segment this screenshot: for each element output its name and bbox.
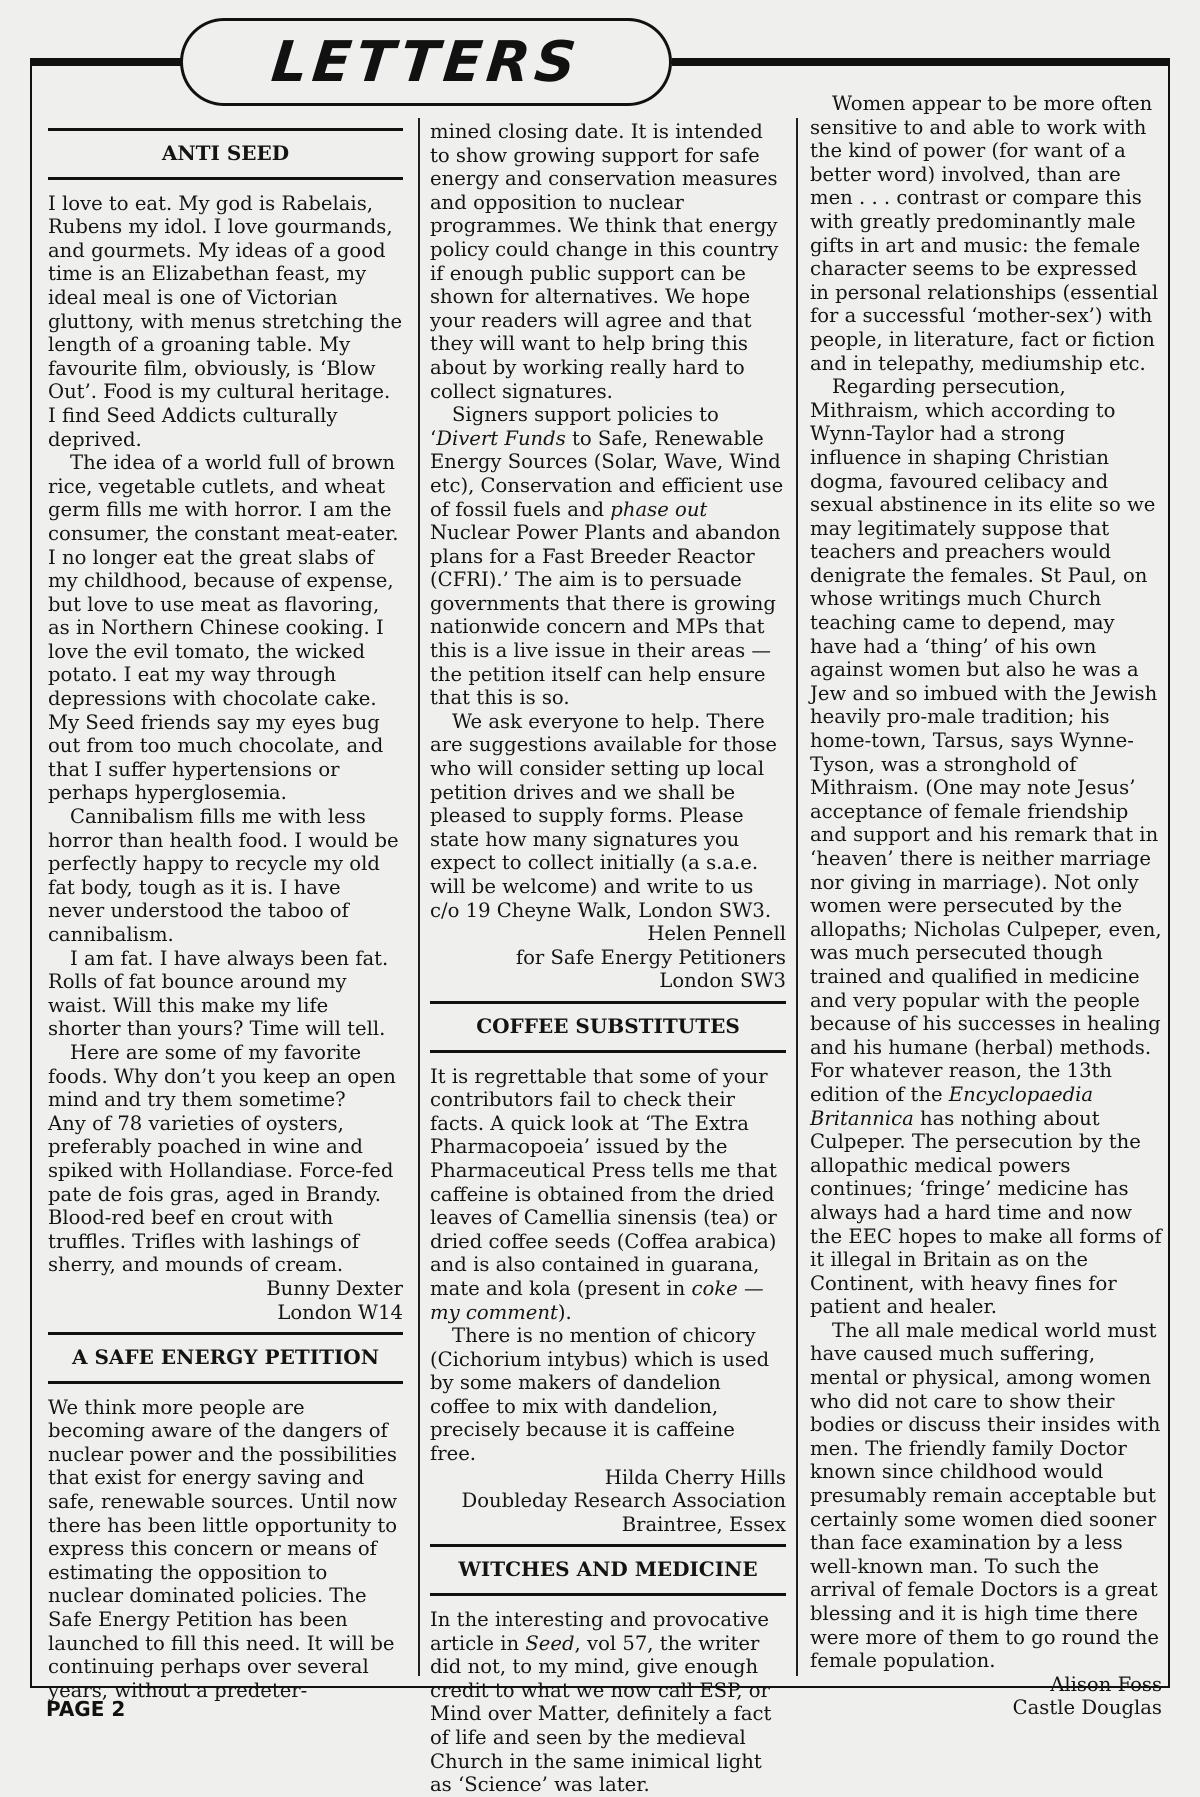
witches-paragraph-1: In the interesting and provocative article in Seed, vol 57, the writer did not, to my mind, give enough credit to what we now call ESP, or Mind over Matter, definitely a fact of life and seen by the medieval Church in the same inimical light as ‘Science’ was later.: [430, 1608, 772, 1797]
coffee-paragraph-2: There is no mention of chicory (Cichorium intybus) which is used by some makers of dandelion coffee to mix with dandelion, precisely because it is caffeine free.: [430, 1324, 770, 1466]
witches-paragraph-4: The all male medical world must have caused much suffering, mental or physical, among women who did not care to show their bodies or discuss their insides with men. The friendly family Doctor known since childhood would presumably remain acceptable but certainly some women died sooner than face examination by a less well-known man. To such the arrival of female Doctors is a great blessing and it is high time there were more of them to go round the female population.: [810, 1318, 1161, 1673]
anti-seed-paragraph-3: Cannibalism fills me with less horror than health food. I would be perfectly happy to recycle my old fat body, tough as it is. I have never understood the taboo of cannibalism.: [48, 805, 399, 946]
safe-energy-signature-org: for Safe Energy Petitioners: [515, 945, 786, 969]
masthead-rule-left: [30, 58, 185, 66]
safe-energy-paragraph-3: We ask everyone to help. There are suggestions available for those who will consider setting up local petition drives and we shall be pleased to supply forms. Please state how many signatures you expect to collect initially (a s.a.e. will be welcome) and write to us c/o 19 Cheyne Walk, London SW3.: [430, 709, 777, 922]
masthead-title: LETTERS: [268, 29, 584, 95]
coffee-signature-name: Hilda Cherry Hills: [604, 1465, 786, 1489]
anti-seed-paragraph-2: The idea of a world full of brown rice, vegetable cutlets, and wheat germ fills me with horror. I am the consumer, the constant meat-eater. I no longer eat the great slabs of my childhood, because of expense, but love to use meat as flavoring, as in Northern Chinese cooking. I love the evil tomato, the wicked potato. I eat my way through depressions with chocolate cake. My Seed friends say my eyes bug out from too much chocolate, and that I suffer hypertensions or perhaps hyperglosemia.: [48, 451, 399, 805]
column-2: [430, 92, 786, 1797]
witches-signature-place: Castle Douglas: [1012, 1696, 1162, 1720]
coffee-signature-org: Doubleday Research Association: [461, 1489, 786, 1513]
witches-paragraph-2: Women appear to be more often sensitive to and able to work with the kind of power (for want of a better word) involved, than are men . . . contrast or compare this with greatly predominantly male gifts in art and music: the female character seems to be expressed in personal relationships (essential for a successful ‘mother-sex’) with people, in literature, fact or fiction and in telepathy, mediumship etc.: [810, 92, 1159, 375]
anti-seed-signature-place: London W14: [277, 1300, 403, 1324]
safe-energy-paragraph-1a: We think more people are becoming aware of the dangers of nuclear power and the possibilities that exist for energy saving and safe, renewable sources. Until now there has been little opportunity to express this concern or means of estimating the opposition to nuclear dominated policies. The Safe Energy Petition has been launched to fill this need. It will be continuing perhaps over several years, without a predeter-: [48, 1395, 398, 1702]
heading-coffee-substitutes: COFFEE SUBSTITUTES: [430, 1001, 786, 1053]
safe-energy-paragraph-2: Signers support policies to ‘Divert Funds to Safe, Renewable Energy Sources (Solar, Wave, Wind etc), Conservation and efficient use of fossil fuels and phase out Nuclear Power Plants and abandon plans for a Fast Breeder Reactor (CFRI).’ The aim is to persuade governments that there is growing nationwide concern and MPs that this is a live issue in their areas — the petition itself can help ensure that this is so.: [430, 403, 784, 710]
anti-seed-paragraph-4: I am fat. I have always been fat. Rolls of fat bounce around my waist. Will this make my life shorter than yours? Time will tell.: [48, 946, 389, 1041]
witches-signature-name: Alison Foss: [1050, 1672, 1162, 1696]
heading-anti-seed: ANTI SEED: [48, 128, 403, 180]
witches-paragraph-3: Regarding persecution, Mithraism, which according to Wynn-Taylor had a strong influence in shaping Christian dogma, favoured celibacy and sexual abstinence in its elite so we may legitimately suppose that teachers and preachers would denigrate the females. St Paul, on whose writings much Church teaching came to depend, may have had a ‘thing’ of his own against women but also he was a Jew and so imbued with the Jewish heavily pro-male tradition; his home-town, Tarsus, says Wynne-Tyson, was a stronghold of Mithraism. (One may note Jesus’ acceptance of female friendship and support and his remark that in ‘heaven’ there is neither marriage nor giving in marriage). Not only women were persecuted by the allopaths; Nicholas Culpeper, even, was much persecuted though trained and qualified in medicine and very popular with the people because of his successes in healing and his humane (herbal) methods. For whatever reason, the 13th edition of the Encyclopaedia Britannica has nothing about Culpeper. The persecution by the allopathic medical powers continues; ‘fringe’ medicine has always had a hard time and now the EEC hopes to make all forms of it illegal in Britain as on the Continent, with heavy fines for patient and healer.: [810, 375, 1162, 1319]
anti-seed-paragraph-5: Here are some of my favorite foods. Why don’t you keep an open mind and try them sometime?: [48, 1040, 396, 1112]
column-3: [810, 92, 1162, 1720]
anti-seed-paragraph-1: I love to eat. My god is Rabelais, Rubens my idol. I love gourmands, and gourmets. My ideas of a good time is an Elizabethan feast, my ideal meal is one of Victorian gluttony, with menus stretching the length of a groaning table. My favourite film, obviously, is ‘Blow Out’. Food is my cultural heritage. I find Seed Addicts culturally deprived.: [48, 191, 403, 451]
column-divider-1: [418, 118, 420, 1676]
anti-seed-paragraph-6: Any of 78 varieties of oysters, preferably poached in wine and spiked with Hollandiase. Force-fed pate de fois gras, aged in Brandy. Blood-red beef en crout with truffles. Trifles with lashings of sherry, and mounds of cream.: [48, 1111, 394, 1277]
coffee-paragraph-1: It is regrettable that some of your contributors fail to check their facts. A quick look at ‘The Extra Pharmacopoeia’ issued by the Pharmaceutical Press tells me that caffeine is obtained from the dried leaves of Camellia sinensis (tea) or dried coffee seeds (Coffea arabica) and is also contained in guarana, mate and kola (present in coke — my comment).: [430, 1064, 777, 1324]
safe-energy-paragraph-1b: mined closing date. It is intended to show growing support for safe energy and conservation measures and opposition to nuclear programmes. We think that energy policy could change in this country if enough public support can be shown for alternatives. We hope your readers will agree and that they will want to help bring this about by working really hard to collect signatures.: [430, 120, 779, 403]
masthead-rule-right: [672, 58, 1170, 66]
heading-witches-medicine: WITCHES AND MEDICINE: [430, 1544, 786, 1596]
heading-safe-energy: A SAFE ENERGY PETITION: [48, 1332, 403, 1384]
column-divider-2: [796, 118, 798, 1676]
safe-energy-signature-place: London SW3: [659, 969, 786, 993]
page-number: PAGE 2: [46, 1697, 126, 1721]
safe-energy-signature-name: Helen Pennell: [647, 922, 786, 946]
anti-seed-signature-name: Bunny Dexter: [266, 1276, 403, 1300]
coffee-signature-place: Braintree, Essex: [621, 1512, 786, 1536]
column-1: [48, 92, 403, 1702]
